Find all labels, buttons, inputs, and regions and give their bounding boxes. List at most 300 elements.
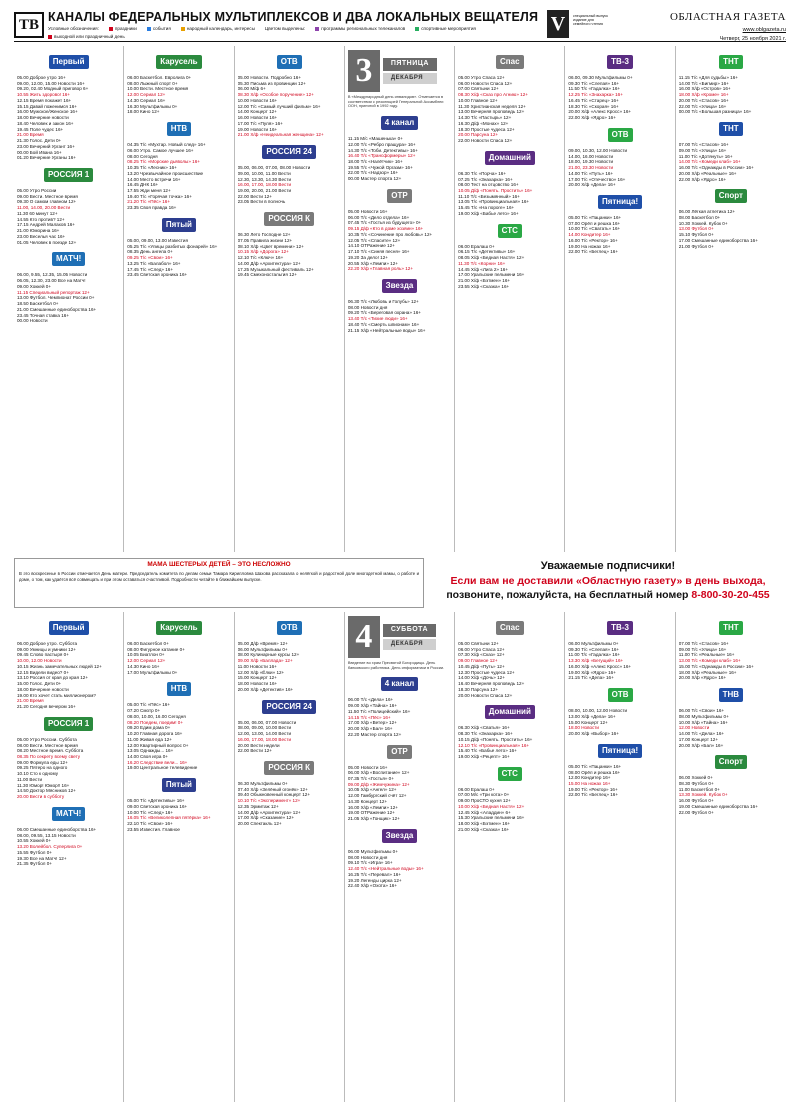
program-line: 07.00 Т/с «Стасов» 16+ bbox=[678, 641, 729, 646]
program-line: 12.35 Эрмитаж 12+ bbox=[237, 803, 279, 809]
program-line: 05.00 Утро Спаса 12+ bbox=[458, 75, 505, 80]
program-line: 12.00 Т/с «Самый лучший фильм» 16+ bbox=[237, 103, 321, 109]
channel-name: Спас bbox=[496, 621, 524, 635]
program-line: 17.00 Х/ф «Ветер» 12+ bbox=[347, 720, 397, 726]
legend-label: события bbox=[152, 26, 171, 31]
schedule-column bbox=[345, 612, 455, 1102]
program-line: 00.00 Бой Ивана 16+ bbox=[17, 149, 62, 155]
header-main bbox=[48, 10, 543, 41]
program-line: 20.00 Х/ф «Алекс Кросс» 16+ bbox=[568, 109, 632, 115]
channel-logo bbox=[348, 185, 451, 207]
program-line: 08.00, 09.55, 13.15 Новости bbox=[17, 832, 76, 838]
legend-label: Условные обозначения: bbox=[48, 26, 99, 31]
program-line: 06.00 Х/ф «Воспитание» 12+ bbox=[347, 770, 410, 776]
program-line: 16.40 Вечерняя проповедь 12+ bbox=[458, 681, 525, 687]
program-line: 12.30, 13.30, 14.30 Вести bbox=[237, 176, 292, 182]
program-line: 05.00 Т/с «Пацанки» 16+ bbox=[568, 763, 622, 769]
channel-logo bbox=[348, 275, 451, 297]
schedule-column bbox=[345, 46, 455, 552]
day-month: ДЕКАБРЯ bbox=[383, 639, 436, 651]
program-line: 20.00 Х/ф «Бал» 16+ bbox=[678, 742, 724, 748]
channel-name: ТНТ bbox=[719, 122, 743, 136]
legend-swatch bbox=[181, 27, 185, 31]
channel-name: Пятница! bbox=[598, 744, 642, 758]
program-line: 09.30 О самом главном 12+ bbox=[17, 199, 77, 205]
program-line: 07.05 Правила жизни 12+ bbox=[237, 237, 293, 243]
program-line: 08.00 Сегодня bbox=[127, 153, 158, 159]
program-line: 15.00 Голос. Дети 0+ bbox=[17, 681, 62, 687]
program-line: 10.15 Д/ф «Понять. Простить» 16+ bbox=[458, 736, 533, 742]
channel-logo bbox=[568, 191, 671, 213]
program-line: 15.45 Т/с «На пороге» 16+ bbox=[458, 205, 515, 211]
program-line: 14.50 Доктор Мясников 12+ bbox=[17, 788, 76, 794]
program-line: 16.25 Т/с «Перевал» 16+ bbox=[347, 871, 402, 877]
legend-item bbox=[48, 26, 99, 32]
legend-item bbox=[265, 26, 305, 32]
channel-logo bbox=[17, 164, 120, 186]
program-line: 10.00 Т/с «Сватать» 16+ bbox=[568, 226, 621, 232]
program-line: 13.00 Футбол 0+ bbox=[678, 226, 714, 232]
program-line: 14.00, 16.00 Новости bbox=[568, 153, 614, 159]
program-line: 09.00, 10.30, 12.00 Новости bbox=[568, 147, 628, 153]
program-line: 13.20 Волейбол. Суперлига 0+ bbox=[17, 844, 83, 850]
program-line: 08.00 Фигурное катание 0+ bbox=[127, 646, 185, 652]
channel-name: ОТР bbox=[387, 745, 411, 759]
program-line: 20.00 Новости Спаса 12+ bbox=[458, 692, 513, 698]
channel-logo bbox=[127, 51, 230, 73]
program-line: 14.30 Т/с «Тоби. Детективы» 16+ bbox=[347, 147, 418, 153]
program-line: 12.25 Т/с «Знахарка» 16+ bbox=[568, 92, 623, 98]
program-line: 06.30 Т/с «Любовь и Голубь» 12+ bbox=[347, 299, 419, 305]
program-line: 10.05 Д/ф «Понять. Простить» 16+ bbox=[458, 188, 533, 194]
program-line: 10.55 Жить здорово! 16+ bbox=[17, 92, 70, 98]
program-line: 09.40 Обыкновенный концерт 12+ bbox=[237, 792, 311, 798]
channel-name: Домашний bbox=[485, 151, 535, 165]
channel-logo bbox=[127, 678, 230, 700]
program-line: 20.55 Х/ф «Лемпи» 12+ bbox=[347, 260, 398, 266]
program-line: 09.00 Умницы и умники 12+ bbox=[17, 646, 76, 652]
saturday-section bbox=[14, 612, 786, 1102]
program-line: 16.20 Следствие вели... 16+ bbox=[127, 759, 188, 765]
program-line: 08.00 Новости дня bbox=[347, 854, 388, 860]
program-line: 08.35 По секрету всему свету bbox=[17, 754, 81, 760]
program-line: 21.20 Т/с «Пёс» 16+ bbox=[127, 199, 171, 205]
channel-name: 4 канал bbox=[381, 116, 419, 130]
program-line: 19.00 Х/ф «Ядро» 16+ bbox=[568, 669, 616, 675]
program-line: 12.00, 13.00, 14.00 Вести bbox=[237, 731, 292, 737]
program-line: 09.00 Формула еды 12+ bbox=[17, 759, 68, 765]
program-line: 12.40 Т/с «Нейтральные воды» 16+ bbox=[347, 866, 424, 872]
program-line: 16.00 Т/с «Однажды в России» 16+ bbox=[678, 165, 754, 171]
program-line: 09.20 Едим дома 0+ bbox=[127, 725, 171, 731]
program-line: 14.30 Сериал 16+ bbox=[127, 97, 166, 103]
program-line: 11.00 Вести bbox=[17, 776, 43, 782]
program-line: 18.30 Т/с «Скорая» 16+ bbox=[568, 103, 619, 109]
channel-logo bbox=[238, 141, 341, 163]
day-number: 3 bbox=[348, 50, 380, 92]
program-line: 22.00 Т/с «Беглец» 16+ bbox=[568, 792, 619, 798]
program-line: 15.30 Уральские пельмени 16+ bbox=[458, 815, 525, 821]
program-line: 07.25 Т/с «Знахарка» 16+ bbox=[458, 176, 513, 182]
program-line: 10.00 Новости 16+ bbox=[237, 97, 278, 103]
program-line: 10.05 Х/ф «Ангел» 12+ bbox=[347, 787, 397, 793]
program-line: 00.00 Новости bbox=[17, 318, 48, 324]
program-line: 22.00 Т/с «Улица» 16+ bbox=[678, 103, 727, 109]
legend bbox=[48, 26, 543, 39]
channel-name: НТВ bbox=[167, 122, 191, 136]
schedule-column bbox=[565, 46, 675, 552]
channel-name: ТНТ bbox=[719, 55, 743, 69]
program-line: 08.30 Футбол 0+ bbox=[678, 781, 714, 787]
channel-name: Спорт bbox=[715, 755, 747, 769]
program-line: 09.10 Т/с «Игра» 16+ bbox=[347, 860, 393, 866]
program-line: 09.00 Светская хроника 16+ bbox=[127, 803, 188, 809]
program-line: 10.35 Т/с «Сочинение про любовь» 12+ bbox=[347, 231, 433, 237]
program-line: 09.00 Хоккей 0+ bbox=[17, 283, 52, 289]
channel-name: ТНТ bbox=[719, 621, 743, 635]
program-line: 23.00 Веселья час 16+ bbox=[17, 233, 66, 239]
program-line: 13.00 Х/ф «Дела» 16+ bbox=[568, 713, 616, 719]
channel-logo bbox=[238, 757, 341, 779]
day-header bbox=[348, 616, 451, 658]
notice-body: Если вам не доставили «Областную газету» в день выхода, bbox=[450, 574, 766, 587]
program-line: 11.00 Т/с «Дотянуть» 16+ bbox=[678, 153, 733, 159]
program-line: 21.00 Время bbox=[17, 698, 44, 704]
channel-name: РОССИЯ 24 bbox=[262, 145, 316, 159]
program-line: 00.00 Мастер спорта 12+ bbox=[347, 176, 402, 182]
program-line: 06.00 Т/с «Свои» 16+ bbox=[678, 708, 725, 714]
legend-item bbox=[147, 26, 171, 32]
program-line: 09.00 Т/с «Улица» 16+ bbox=[678, 646, 727, 652]
program-line: 19.00 Смешанные единоборства 16+ bbox=[678, 803, 758, 809]
channel-logo bbox=[127, 617, 230, 639]
program-line: 23.45 Точная ставка 16+ bbox=[17, 312, 69, 318]
program-line: 14.00 Своя игра 0+ bbox=[127, 754, 168, 760]
notice-phone-text: позвоните, пожалуйста, на бесплатный номер bbox=[446, 588, 689, 601]
program-line: 18.40 Т/с «Смерть шпионам» 16+ bbox=[347, 321, 420, 327]
program-line: 01.20 Вечерние Урганы 16+ bbox=[17, 155, 76, 161]
paper-site-link[interactable]: www.oblgazeta.ru bbox=[742, 26, 786, 33]
schedule-column bbox=[14, 612, 124, 1102]
program-line: 10.45 Д/ф «Путь» 12+ bbox=[458, 663, 505, 669]
legend-label: спортивные мероприятия bbox=[421, 26, 476, 31]
program-line: 08.00 Мультфильмы 0+ bbox=[678, 713, 729, 719]
channel-logo bbox=[17, 51, 120, 73]
program-line: 19.20 Легенды цирка 12+ bbox=[347, 877, 402, 883]
program-line: 09.20, 02.40 Модный приговор 6+ bbox=[17, 86, 89, 92]
program-line: 08.35 День ангела 0+ bbox=[127, 249, 173, 255]
program-line: 05.30 Письма из провинции 12+ bbox=[237, 80, 306, 86]
program-line: 05.00 Святыни 12+ bbox=[458, 641, 499, 646]
program-line: 21.00 Смешанные единоборства 16+ bbox=[17, 306, 97, 312]
program-line: 16.30 Мультфильмы 0+ bbox=[127, 103, 178, 109]
channel-name: НТВ bbox=[167, 682, 191, 696]
program-line: 07.40 Х/ф «Зелёный огонёк» 12+ bbox=[237, 786, 308, 792]
program-line: 13.10 Россия от края до края 12+ bbox=[17, 675, 89, 681]
channel-name: Пятый bbox=[162, 218, 196, 232]
program-line: 20.00 Спектакль 12+ bbox=[237, 821, 282, 827]
program-line: 18.30 Простые чудеса 12+ bbox=[458, 126, 515, 132]
program-line: 08.00 Баскетбол 0+ bbox=[678, 215, 721, 221]
program-line: 08.20 Местное время. Суббота bbox=[17, 748, 84, 754]
program-line: 07.30 Х/ф «Сказ» 12+ bbox=[458, 652, 505, 658]
channel-name: Карусель bbox=[156, 621, 201, 635]
day-name-box bbox=[383, 58, 437, 84]
program-line: 12.00 Квартирный вопрос 0+ bbox=[127, 742, 189, 748]
program-line: 11.10 Т/с «Безымянный» 16+ bbox=[458, 193, 520, 199]
program-line: 12.00 Т/с «Ребро пращура» 16+ bbox=[347, 141, 416, 147]
program-line: 19.00 Новости 16+ bbox=[237, 126, 278, 132]
program-line: 06.15 Т/с «Детективы» 16+ bbox=[458, 249, 516, 255]
program-line: 18.00 Х/ф «Бэтмен» 16+ bbox=[458, 821, 511, 827]
program-line: 14.00 Д/ф «Архитектура» 12+ bbox=[237, 260, 301, 266]
channel-name: ОТВ bbox=[277, 621, 302, 635]
program-line: 05.00, 06.00, 07.00, 08.00 Новости bbox=[237, 165, 311, 171]
program-line: 17.25 Музыкальный фестиваль 12+ bbox=[237, 266, 314, 272]
program-line: 14.30 Концерт 12+ bbox=[347, 798, 388, 804]
program-line: 09.30 Т/с «Слепая» 16+ bbox=[568, 646, 620, 652]
channel-logo bbox=[238, 617, 341, 639]
program-line: 11.15 Специальный репортаж 12+ bbox=[17, 289, 90, 295]
channel-name: ОТР bbox=[387, 189, 411, 203]
program-line: 14.00 Т/с «Бигмир» 16+ bbox=[678, 80, 729, 86]
program-line: 23.35 Своя правда 16+ bbox=[127, 205, 177, 211]
program-line: 06.00 Доброе утро. Суббота bbox=[17, 641, 78, 646]
program-line: 10.00 Х/ф «Бедная Настя» 12+ bbox=[458, 803, 525, 809]
program-line: 11.15 Т/с «Для судьбы» 16+ bbox=[678, 75, 738, 80]
program-line: 10.10 Сто к одному bbox=[17, 771, 58, 777]
channel-logo bbox=[17, 248, 120, 270]
program-line: 23.55 Х/ф «Сказка» 16+ bbox=[458, 283, 510, 289]
legend-item bbox=[415, 26, 476, 32]
program-line: 15.00 Т/с «Однажды в России» 16+ bbox=[678, 663, 754, 669]
channel-name: РОССИЯ 24 bbox=[262, 700, 316, 714]
program-line: 09.30 Т/с «Слепая» 16+ bbox=[568, 80, 620, 86]
program-line: 08.00, 10.00, 12.00 Новости bbox=[568, 708, 628, 714]
program-line: 06.00 Т/с «Дела» 16+ bbox=[347, 697, 394, 703]
day-name: СУББОТА bbox=[383, 624, 436, 637]
program-line: 18.00, 19.30 Новости bbox=[568, 159, 614, 165]
channel-logo bbox=[568, 617, 671, 639]
program-line: 10.05 Биатлон 0+ bbox=[127, 652, 165, 658]
program-line: 16.00 Х/ф «Алекс Кросс» 16+ bbox=[568, 663, 632, 669]
program-line: 00.00 Т/с «Большая разница» 16+ bbox=[678, 109, 752, 115]
program-line: 22.00 Вести 12+ bbox=[237, 748, 272, 754]
channel-name: ОТВ bbox=[608, 688, 633, 702]
channel-logo bbox=[458, 701, 561, 723]
channel-logo bbox=[17, 713, 120, 735]
program-line: 11.30 Юмор! Юмор!! 16+ bbox=[17, 782, 70, 788]
program-line: 06.00 Лёгкая атлетика 12+ bbox=[678, 209, 736, 215]
program-line: 05.00 Утро России bbox=[17, 188, 57, 194]
program-line: 09.00 Х/ф «Тайна» 16+ bbox=[347, 703, 398, 709]
program-line: 07.00 Святыни 12+ bbox=[458, 86, 499, 92]
program-line: 16.45 ДНК 16+ bbox=[127, 182, 159, 188]
program-line: 06.30 Мультфильмы 0+ bbox=[237, 781, 288, 787]
program-line: 20.00 Х/ф «Реальные» 16+ bbox=[678, 170, 737, 176]
program-line: 12.15 Время покажет 16+ bbox=[17, 97, 72, 103]
program-line: 11.15 М/с «Машенька» 0+ bbox=[347, 136, 403, 142]
legend-swatch bbox=[48, 35, 52, 39]
channel-logo bbox=[568, 684, 671, 706]
program-line: 20.00 Вести недели bbox=[237, 742, 280, 748]
program-line: 20.00 Вести в субботу bbox=[17, 794, 65, 800]
channel-logo bbox=[17, 803, 120, 825]
program-line: 08.00 Лыжный спорт 0+ bbox=[127, 80, 178, 86]
program-line: 18.00 Вечерние новости bbox=[17, 115, 69, 121]
program-line: 10.35 Т/с «Лесник» 16+ bbox=[127, 165, 177, 171]
program-line: 10.00 Главное 12+ bbox=[458, 97, 498, 103]
program-line: 12.00 Гамбургский счёт 12+ bbox=[347, 793, 407, 799]
program-line: 14.00 Концерт 12+ bbox=[237, 109, 277, 115]
program-line: 21.00 Х/ф «Неидеальная женщина» 12+ bbox=[237, 132, 324, 138]
program-line: 09.00 Х/ф «Баллада» 12+ bbox=[237, 658, 293, 664]
program-line: 22.20 Мастер спорта 12+ bbox=[347, 731, 402, 737]
program-line: 08.25 Т/с «Морские дьяволы» 16+ bbox=[127, 159, 200, 165]
program-line: 18.00 Новости bbox=[568, 725, 599, 731]
program-line: 19.00, 20.00, 21.00 Вести bbox=[237, 188, 292, 194]
program-line: 09.20 Т/с «Береговая охрана» 16+ bbox=[347, 310, 421, 316]
program-line: 12.30 Простые чудеса 12+ bbox=[458, 669, 515, 675]
channel-logo bbox=[348, 825, 451, 847]
program-line: 20.00 Х/ф «Бал» 16+ bbox=[347, 726, 393, 732]
notice-phone-number[interactable]: 8-800-30-20-455 bbox=[691, 588, 770, 601]
program-line: 21.15 Х/ф «Нейтральные воды» 16+ bbox=[347, 327, 426, 333]
program-line: 11.50 Т/с «Гадалка» 16+ bbox=[568, 86, 621, 92]
program-line: 19.45 Смехоностальгия 12+ bbox=[237, 272, 297, 278]
program-line: 16.30 Д/ф «Монах» 12+ bbox=[458, 120, 509, 126]
v-logo: V bbox=[547, 10, 569, 38]
channel-logo bbox=[458, 763, 561, 785]
program-line: 06.00 М/ф 6+ bbox=[237, 86, 266, 92]
program-line: 09.00 Т/с «Улица» 16+ bbox=[678, 147, 727, 153]
legend-item bbox=[315, 26, 405, 32]
legend-label: выходной или праздничный день bbox=[54, 33, 125, 39]
schedule-column bbox=[676, 612, 786, 1102]
channel-name: МАТЧ! bbox=[52, 252, 85, 266]
schedule-column bbox=[235, 612, 345, 1102]
program-line: 18.00 Х/ф «Реальные» 16+ bbox=[678, 669, 737, 675]
channel-logo bbox=[458, 617, 561, 639]
schedule-column bbox=[14, 46, 124, 552]
program-line: 13.00 Футбол. Чемпионат России 0+ bbox=[17, 295, 95, 301]
program-line: 14.00 Т/с «Комеди клаб» 16+ bbox=[678, 159, 741, 165]
program-line: 23.45 Светская хроника 16+ bbox=[127, 272, 188, 278]
program-line: 15.10 Футбол 0+ bbox=[678, 232, 714, 238]
program-line: 15.00 Концерт 12+ bbox=[568, 719, 608, 725]
channel-logo bbox=[458, 147, 561, 169]
v-note: специальный выпуск издание для семейного чтения bbox=[573, 14, 608, 27]
program-line: 16.05 Т/с «Великолепная пятёрка» 16+ bbox=[127, 815, 211, 821]
program-line: 16.00 Х/ф «Лемпи» 12+ bbox=[347, 804, 398, 810]
program-line: 23.05 Вести в полночь bbox=[237, 199, 286, 205]
program-line: 13.40 Т/с «Тихие люди» 16+ bbox=[347, 316, 408, 322]
program-line: 16.40 Т/с «Трансформеры» 12+ bbox=[347, 153, 416, 159]
program-line: 19.55 Т/с «Чужой Оргазм» 16+ bbox=[347, 164, 413, 170]
schedule-column bbox=[124, 46, 234, 552]
program-line: 20.00 Х/ф «Ядро» 16+ bbox=[678, 675, 727, 681]
program-line: 11.00 Новости 16+ bbox=[237, 663, 277, 669]
program-line: 17.00 Мультфильмы 0+ bbox=[127, 669, 178, 675]
program-line: 19.00 Х/ф «Бабье лето» 16+ bbox=[458, 210, 519, 216]
program-line: 09.45 Слово пастыря 0+ bbox=[17, 652, 69, 658]
program-line: 05.00, 09.00, 13.00 Известия bbox=[127, 237, 188, 243]
page-title: КАНАЛЫ ФЕДЕРАЛЬНЫХ МУЛЬТИПЛЕКСОВ И ДВА ЛОКАЛЬНЫХ ВЕЩАТЕЛЯ bbox=[48, 10, 539, 24]
schedule-column bbox=[235, 46, 345, 552]
channel-logo bbox=[458, 220, 561, 242]
program-line: 19.30 Все на Матч! 12+ bbox=[17, 855, 67, 861]
channel-name: Звезда bbox=[382, 829, 418, 843]
program-line: 09.00 Вести. Местное время bbox=[17, 193, 78, 199]
program-line: 19.00 Х/ф «Рецепт» 16+ bbox=[458, 754, 510, 760]
program-line: 10.10 Т/с «Эксперимент» 12+ bbox=[237, 798, 301, 804]
schedule-column bbox=[455, 46, 565, 552]
program-line: 06.00 Баскетбол. Евролига 0+ bbox=[127, 75, 192, 80]
page-header bbox=[14, 10, 786, 42]
program-line: 09.15 Д/ф «Кто в доме хозяин» 16+ bbox=[347, 226, 424, 232]
channel-name: МАТЧ! bbox=[52, 807, 85, 821]
program-line: 06.00 Мультфильмы 0+ bbox=[347, 848, 398, 854]
program-line: 21.00, 23.30 Новости bbox=[568, 165, 614, 171]
program-line: 10.20 Главная дорога 16+ bbox=[127, 731, 183, 737]
program-line: 12.15 Видели видео? 0+ bbox=[17, 669, 69, 675]
program-line: 14.45 Х/ф «Лига 2» 16+ bbox=[458, 266, 509, 272]
paper-info bbox=[611, 10, 786, 41]
program-line: 04.35 Т/с «Мухтар. Новый след» 16+ bbox=[127, 142, 206, 148]
program-line: 16.00, 17.00, 18.00 Вести bbox=[237, 736, 292, 742]
channel-logo bbox=[127, 214, 230, 236]
program-line: 22.10 Т/с «Свои» 16+ bbox=[127, 821, 173, 827]
program-line: 22.00 Вести 12+ bbox=[237, 193, 272, 199]
program-line: 21.30 Голос. Дети 0+ bbox=[17, 138, 62, 144]
program-line: 11.50 Т/с «Полицейский» 16+ bbox=[347, 708, 411, 714]
channel-name: ОТВ bbox=[277, 55, 302, 69]
program-line: 05.00 Новости. Подробно 16+ bbox=[237, 75, 302, 80]
program-line: 14.00 Х/ф «Дочь» 12+ bbox=[458, 675, 505, 681]
program-line: 05.00 Т/с «Детективы» 16+ bbox=[127, 798, 185, 804]
program-line: 06.05, 12.30, 23.00 Все на Матч! bbox=[17, 278, 86, 284]
program-line: 13.00 Т/с «Комеди клаб» 16+ bbox=[678, 658, 741, 664]
channel-name: Карусель bbox=[156, 55, 201, 69]
program-line: 17.00 Т/с «Пуля» 16+ bbox=[237, 120, 283, 126]
program-line: 23.00 Вечерний Ургант 16+ bbox=[17, 143, 75, 149]
program-line: 07.00 М/с «Три кота» 0+ bbox=[458, 792, 510, 798]
program-line: 16.00 Х/ф «Остров» 16+ bbox=[678, 86, 731, 92]
program-line: 11.30 Христианская неделя 12+ bbox=[458, 103, 526, 109]
legend-swatch bbox=[147, 27, 151, 31]
channel-name: РОССИЯ 1 bbox=[44, 168, 93, 182]
program-line: 06.00 Баскетбол 0+ bbox=[127, 641, 169, 646]
program-line: 10.00, 12.00 Новости bbox=[17, 658, 62, 664]
channel-name: ТВ-3 bbox=[607, 55, 633, 69]
program-line: 05.00 Утро России. Суббота bbox=[17, 736, 77, 742]
schedule-column bbox=[455, 612, 565, 1102]
program-line: 10.00 Т/с «След» 16+ bbox=[127, 809, 174, 815]
program-line: 08.20 Поедем, поедим! 0+ bbox=[127, 719, 184, 725]
program-line: 17.00 Уральские пельмени 16+ bbox=[458, 272, 525, 278]
tv-logo: ТВ bbox=[14, 12, 44, 38]
program-line: 19.00 Центральное телевидение bbox=[127, 765, 198, 771]
program-line: 14.15 Т/с «Пёс» 16+ bbox=[347, 714, 391, 720]
program-line: 18.00 Т/с «Налётчик» 16+ bbox=[347, 159, 403, 164]
day-note: Введение во храм Пресвятой Богородицы. День банковского работника. День информатики в России. bbox=[347, 660, 445, 670]
program-line: 05.00 Новости 16+ bbox=[347, 208, 388, 214]
program-line: 22.20 Х/ф «Главная роль» 12+ bbox=[347, 266, 414, 272]
program-line: 14.00 Кондитер 16+ bbox=[568, 232, 611, 238]
program-line: 09.00, 12.00, 15.00 Новости 16+ bbox=[17, 80, 85, 86]
legend-swatch bbox=[415, 27, 419, 31]
legend-swatch bbox=[315, 27, 319, 31]
